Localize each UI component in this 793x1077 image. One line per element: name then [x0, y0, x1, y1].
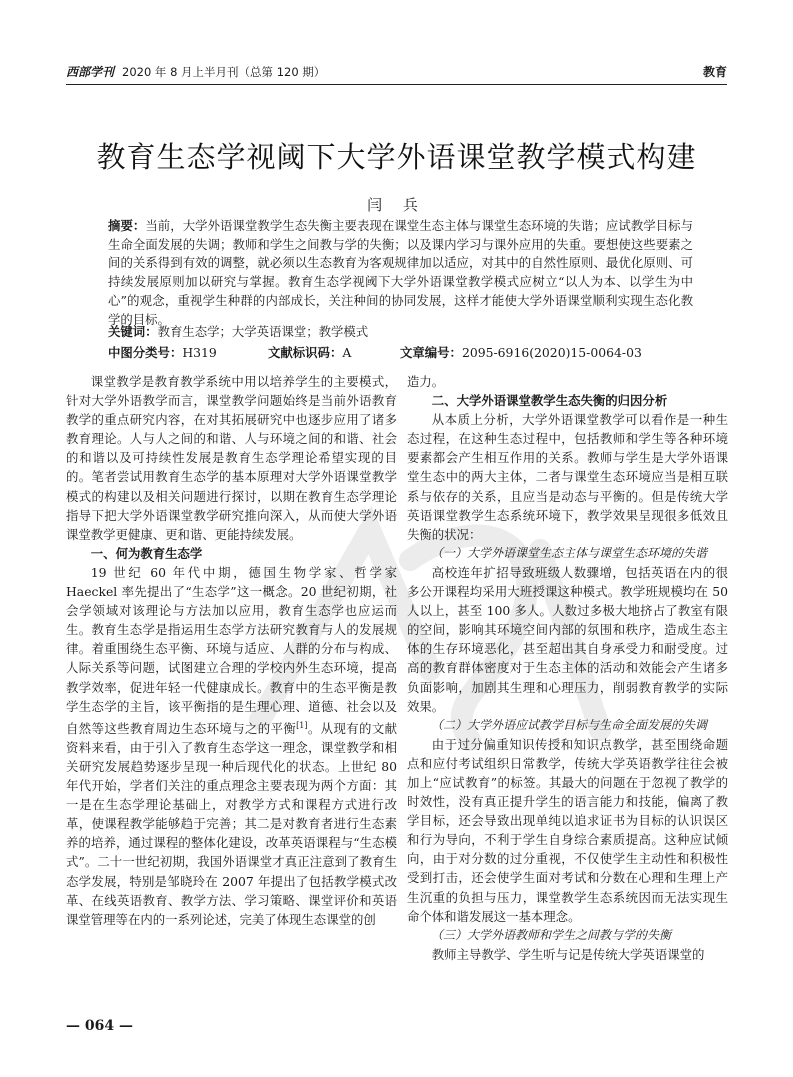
art-label: 文章编号：: [400, 345, 462, 360]
citation: [1]: [296, 720, 308, 730]
paragraph: [66, 563, 397, 929]
subsection-heading: （三）大学外语教师和学生之间教与学的失衡: [431, 927, 672, 942]
header-rule: [66, 84, 727, 85]
doc-code: [268, 344, 352, 362]
running-header: [66, 62, 727, 82]
issue-info: 2020 年 8 月上半月刊（总第 120 期）: [122, 65, 326, 79]
paragraph: 高校连年扩招导致班级人数骤增，包括英语在内的很多公开课程均采用大班授课这种模式。教学班规模均在 50 人以上，甚至 100 多人。人数过多极大地挤占了教室有限的空间，影响其环境空间内部的氛围和秩序，造成生态主体的生存环境恶化，甚至超出其自身承受力和耐受度。过高的教育群体密度对于生态主体的活动和效能会产生诸多负面影响，加剧其生理和心理压力，削弱教育教学的实际效果。: [407, 564, 728, 714]
clc-code: [108, 344, 217, 362]
paragraph: 教师主导教学、学生听与记是传统大学英语课堂的: [431, 946, 705, 962]
paragraph: 造力。: [407, 374, 445, 389]
paragraph-text: 19 世纪 60 年代中期，德国生物学家、哲学家 Haeckel 率先提出了“生态学”这一概念。20 世纪初期，社会学领域对该理论与方法加以应用，教育生态学也应运而生。教育生态学是指运用生态学方法研究教育与人的发展规律。着重围绕生态平衡、环境与适应、人群的分布与构成、人际关系等问题，试图建立合理的学校内外生态环境，提高教学效率，促进年轻一代健康成长。教育中的生态平衡是教学生态学的主旨，该平衡指的是生理心理、道德、社会以及自然等这些教育周边生态环境与之的平衡: [66, 564, 397, 736]
paragraph: 从本质上分析，大学外语课堂教学可以看作是一种生态过程，在这种生态过程中，包括教师和学生等各种环境要素都会产生相互作用的关系。教师与学生是大学外语课堂生态中的两大主体，二者与课堂生态环境应当是相互联系与依存的关系，且应当是动态与平衡的。但是传统大学英语课堂教学生态系统环境下，教学效果呈现很多低效且失衡的状况：: [407, 412, 728, 542]
article-title: 教育生态学视阈下大学外语课堂教学模式构建: [96, 140, 697, 174]
section-heading: 二、大学外语课堂教学生态失衡的归因分析: [431, 393, 668, 409]
paragraph-text: 。从现有的文献资料来看，由于引入了教育生态学这一理念，课堂教学和相关研究发展趋势逐步呈现一种后现代化的状态。上世纪 80 年代开始，学者们关注的重点理念主要表现为两个方面：其一是在生态学理论基础上，对教学方式和课程方式进行改革，使课程教学能够趋于完善；其二是对教育者进行生态素养的培养，通过课程的整体化建设，改革英语课程与“生态模式”。二十一世纪初期，我国外语课堂才真正注意到了教育生态学发展，特别是邹晓玲在 2007 年提出了包括教学模式改革、在线英语教育、教学方法、学习策略、课堂评价和英语课堂管理等在内的一系列论述，完美了体现生态课堂的创: [66, 720, 398, 927]
author-name: 闫 兵: [367, 196, 426, 214]
clc-label: 中图分类号：: [108, 345, 183, 360]
keywords: [108, 323, 368, 341]
keywords-label: 关键词：: [108, 324, 158, 339]
abstract-text: 当前，大学外语课堂教学生态失衡主要表现在课堂生态主体与课堂生态环境的失谐；应试教学目标与生命全面发展的失调；教师和学生之间教与学的失衡；以及课内学习与课外应用的失重。要想使这些要素之间的关系得到有效的调整，就必须以生态教育为客观规律加以适应，对其中的自然性原则、最优化原则、可持续发展原则加以研究与掌握。教育生态学视阈下大学外语课堂教学模式应树立“以人为本、以学生为中心”的观念，重视学生种群的内部成长，关注种间的协同发展，这样才能使大学外语课堂顺利实现生态化教学的目标。: [108, 218, 694, 327]
right-column: [407, 372, 728, 964]
doc-value: A: [342, 345, 352, 360]
left-column: [66, 372, 397, 929]
doc-label: 文献标识码：: [268, 345, 343, 360]
page-number: — 064 —: [66, 1018, 133, 1034]
article-number: [400, 344, 642, 362]
section-heading: 一、何为教育生态学: [90, 545, 203, 561]
keywords-text: 教育生态学；大学英语课堂；教学模式: [157, 324, 369, 339]
clc-value: H319: [182, 345, 217, 360]
abstract: [108, 217, 693, 329]
paragraph: 由于过分偏重知识传授和知识点教学，甚至围绕命题点和应付考试组织日常教学，传统大学英语教学往往会被加上“应试教育”的标签。其最大的问题在于忽视了教学的时效性，没有真正提升学生的语言能力和技能，偏离了教学目标，还会导致出现单纯以追求证书为目标的认识误区和行为导向，不利于学生自身综合素质提高。这种应试倾向，由于对分数的过分重视，不仅使学生主动性和积极性受到打击，还会使学生面对考试和分数在心理和生理上产生沉重的负担与压力，课堂教学生态系统因而无法实现生命个体和谐发展这一基本理念。: [407, 736, 728, 924]
subsection-heading: （一）大学外语课堂生态主体与课堂生态环境的失谐: [431, 545, 708, 560]
subsection-heading: （二）大学外语应试教学目标与生命全面发展的失调: [431, 717, 708, 732]
journal-name: 西部学刊: [66, 65, 115, 79]
section-label: 教育: [702, 65, 727, 79]
paragraph: 课堂教学是教育教学系统中用以培养学生的主要模式，针对大学外语教学而言，课堂教学问题始终是当前外语教育教学的重点研究内容，在对其拓展研究中也逐步应用了诸多教育理论。人与人之间的和谐、人与环境之间的和谐、社会的和谐以及可持续性发展是教育生态学理论希望实现的目的。笔者尝试用教育生态学的基本原理对大学外语课堂教学模式的构建以及相关问题进行探讨，以期在教育生态学理论指导下把大学外语课堂教学研究推向深入，从而使大学外语课堂教学更健康、更和谐、更能持续发展。: [66, 374, 397, 542]
abstract-label: 摘要：: [108, 218, 146, 233]
art-value: 2095-6916(2020)15-0064-03: [461, 345, 642, 360]
